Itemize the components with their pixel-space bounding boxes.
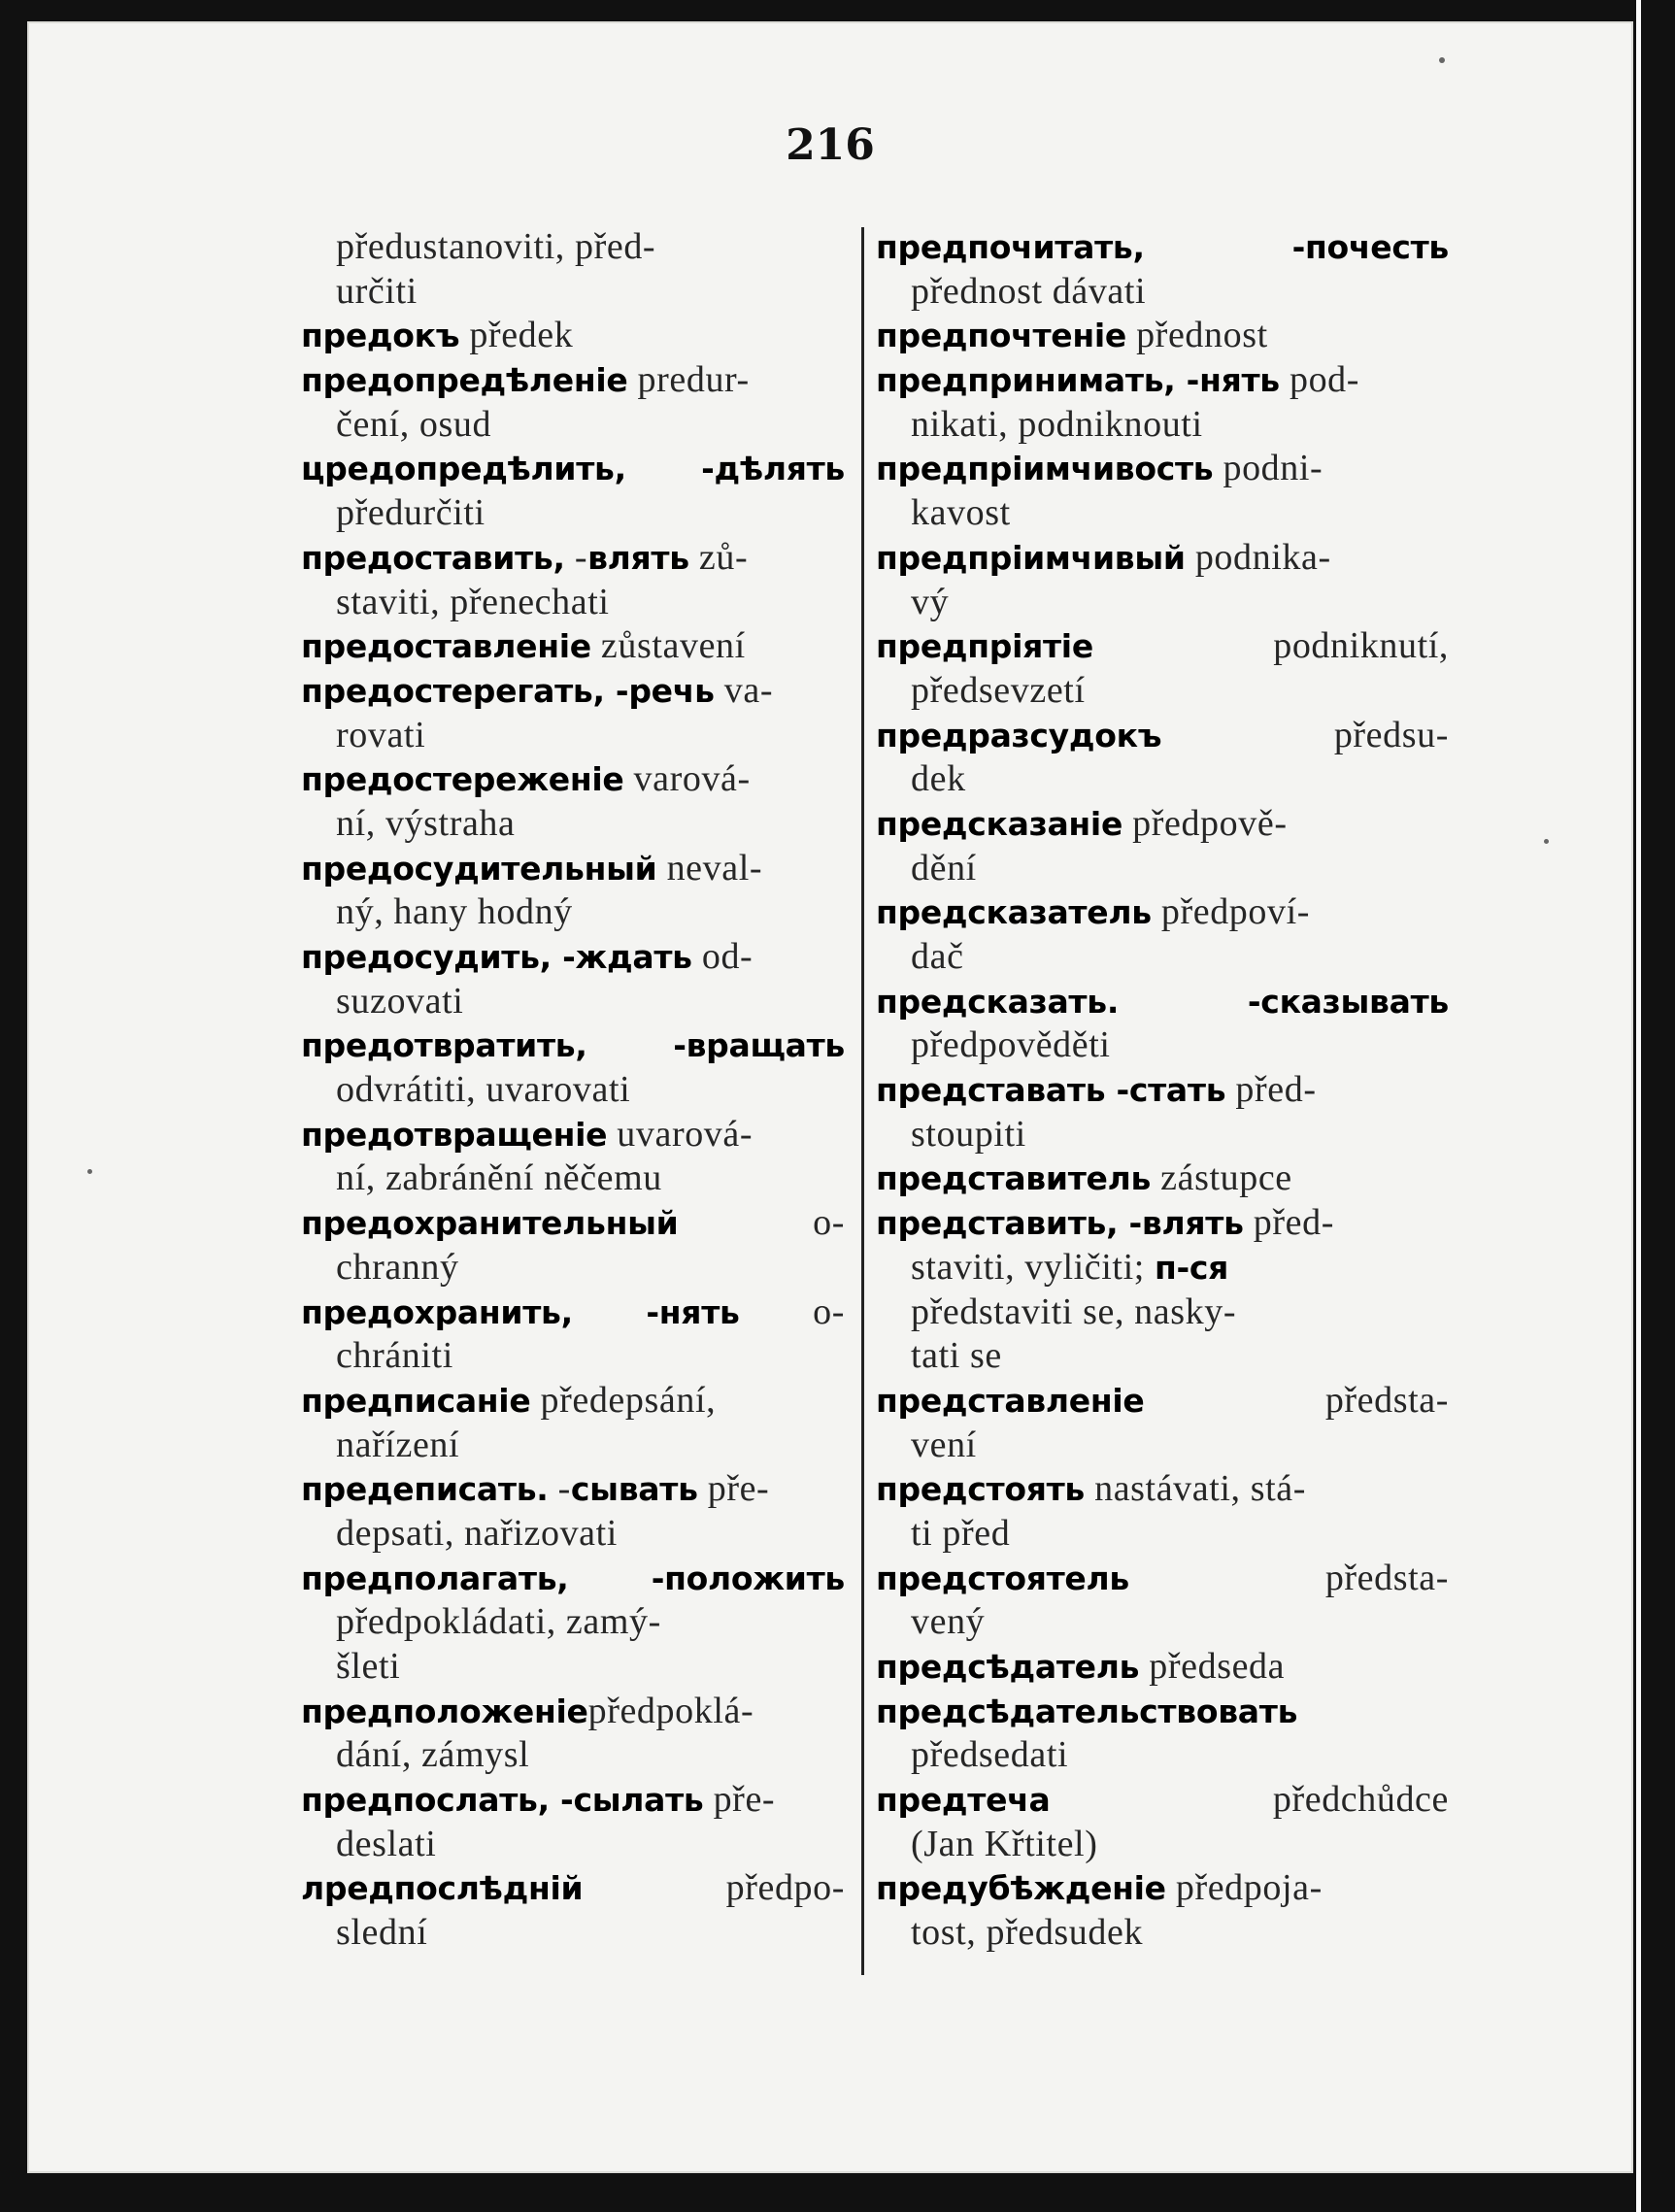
translation: o- [813, 1290, 845, 1332]
translation: pod- [1279, 359, 1360, 401]
headword: предпослать, -сылать [301, 1781, 704, 1820]
entry-line [301, 980, 845, 1024]
entry-line [301, 1334, 845, 1379]
entry-line [301, 1424, 845, 1468]
translation: staviti, vyličiti; [911, 1246, 1155, 1288]
headword: -вращать [673, 1026, 845, 1065]
translation: podni- [1213, 448, 1323, 489]
entry-line [876, 1911, 1449, 1956]
headword: предсѣдательствовать [876, 1692, 1298, 1730]
entry-line [876, 624, 1449, 669]
headword: предосудительный [301, 849, 657, 888]
headword: предсказатель [876, 893, 1152, 932]
translation: zástupce [1151, 1157, 1292, 1199]
entry-line [876, 314, 1449, 358]
entry-line [301, 1733, 845, 1778]
headword: -положить [651, 1558, 845, 1597]
headword: предпринимать, -нять [876, 361, 1280, 400]
entry-line [301, 225, 845, 270]
headword: предокъ [301, 317, 460, 355]
translation: vení [911, 1424, 977, 1465]
translation: pře- [697, 1468, 770, 1510]
entry-line [876, 1068, 1449, 1113]
entry-line [301, 1068, 845, 1113]
headword: представать -стать [876, 1071, 1226, 1110]
entry-line [301, 491, 845, 536]
entry-line [301, 1512, 845, 1557]
translation: předustanoviti, před- [336, 226, 656, 267]
translation: pře- [703, 1779, 776, 1821]
headword: предсказаніе [876, 804, 1123, 843]
translation: předpoklá- [587, 1690, 754, 1731]
entry-line [876, 1201, 1449, 1246]
entry-line [301, 890, 845, 935]
entry-line [876, 491, 1449, 536]
headword: предотвратить, [301, 1026, 587, 1065]
translation: šleti [336, 1646, 401, 1687]
headword: предпріимчивость [876, 450, 1214, 488]
translation: předek [459, 315, 574, 356]
entry-line [876, 536, 1449, 581]
translation: suzovati [336, 980, 464, 1022]
headword: сывать [570, 1470, 698, 1509]
entry-line [876, 1866, 1449, 1911]
translation: zůstavení [590, 625, 746, 667]
translation: zů- [688, 536, 749, 578]
translation: tati se [911, 1335, 1002, 1377]
translation: uvarová- [607, 1113, 754, 1155]
headword: предеписать. [301, 1470, 549, 1509]
headword: предполагать, [301, 1558, 569, 1597]
headword: предохранительный [301, 1204, 679, 1243]
entry-line [876, 1246, 1449, 1290]
entry-line [301, 847, 845, 891]
entry-line [301, 1023, 845, 1068]
entry-line [876, 1690, 1449, 1734]
entry-line [301, 1645, 845, 1690]
headword: предпріятіе [876, 627, 1093, 666]
translation: předseda [1139, 1646, 1286, 1687]
scan-speck [1544, 839, 1549, 844]
entry-line [876, 1823, 1449, 1867]
entry-line [876, 714, 1449, 758]
translation: slední [336, 1912, 428, 1954]
translation: podnika- [1185, 536, 1331, 578]
headword: предпочтеніе [876, 317, 1126, 355]
headword: представленіе [876, 1381, 1145, 1420]
scan-speck [1439, 57, 1445, 63]
translation: předurčiti [336, 492, 486, 534]
entry-line [301, 1201, 845, 1246]
dictionary-page [27, 21, 1633, 2173]
headword: предположеніе [301, 1692, 588, 1730]
translation: ní, zabránění něčemu [336, 1157, 662, 1199]
entry-line [876, 1467, 1449, 1512]
entry-line [301, 714, 845, 758]
entry-line [876, 757, 1449, 802]
headword: предстоять [876, 1470, 1085, 1509]
translation: předsevzetí [911, 669, 1086, 711]
headword: предотвращеніе [301, 1115, 608, 1154]
entry-line [301, 1823, 845, 1867]
translation: predur- [627, 359, 750, 401]
entry-line [301, 403, 845, 448]
translation: vý [911, 581, 950, 622]
entry-line [301, 1911, 845, 1956]
translation: - [564, 536, 588, 578]
headword: лредпослѣдній [301, 1869, 584, 1908]
headword: -дѣлять [701, 450, 845, 488]
translation: předsta- [1324, 1379, 1449, 1421]
translation: předpo- [725, 1867, 845, 1909]
entry-line [876, 1023, 1449, 1068]
translation: rovati [336, 714, 426, 755]
headword: влять [587, 538, 689, 577]
entry-line [876, 1645, 1449, 1690]
translation: stoupiti [911, 1113, 1026, 1155]
headword: -нять [646, 1292, 740, 1331]
entry-line [876, 1290, 1449, 1335]
translation: o- [813, 1202, 845, 1244]
translation: chrániti [336, 1335, 453, 1377]
translation: dač [911, 936, 964, 977]
entry-line [301, 1866, 845, 1911]
headword: предубѣжденіе [876, 1869, 1166, 1908]
translation: předpově- [1122, 802, 1288, 844]
entry-line [301, 1690, 845, 1734]
entry-line [301, 935, 845, 980]
entry-line [876, 935, 1449, 980]
entry-line [876, 1778, 1449, 1823]
entry-line [301, 802, 845, 847]
translation: chranný [336, 1246, 459, 1288]
translation: předpoja- [1165, 1867, 1323, 1909]
translation: - [548, 1468, 571, 1510]
entry-line [876, 581, 1449, 625]
translation: depsati, nařizovati [336, 1512, 618, 1554]
translation: ti před [911, 1512, 1011, 1554]
entry-line [301, 581, 845, 625]
entry-line [301, 624, 845, 669]
translation: představiti se, nasky- [911, 1290, 1237, 1332]
translation: předpověděti [911, 1024, 1111, 1066]
entry-line [301, 1156, 845, 1201]
translation: kavost [911, 492, 1011, 534]
entry-line [876, 980, 1449, 1024]
entry-line [876, 1113, 1449, 1157]
translation: dek [911, 758, 966, 800]
entry-line [876, 270, 1449, 315]
entry-line [876, 1379, 1449, 1424]
entry-line [876, 847, 1449, 891]
entry-line [876, 403, 1449, 448]
translation: předsta- [1324, 1557, 1449, 1598]
translation: ní, výstraha [336, 802, 516, 844]
headword: предопредѣленіе [301, 361, 628, 400]
translation: odvrátiti, uvarovati [336, 1069, 631, 1111]
translation: před- [1243, 1202, 1334, 1244]
entry-line [301, 1290, 845, 1335]
translation: (Jan Křtitel) [911, 1823, 1098, 1864]
translation: neval- [656, 847, 763, 888]
entry-line [876, 1334, 1449, 1379]
headword: предсказать. [876, 982, 1120, 1021]
headword: предпочитать, [876, 228, 1145, 266]
entry-line [876, 669, 1449, 714]
translation: ný, hany hodný [336, 891, 573, 933]
entry-line [301, 757, 845, 802]
translation: staviti, přenechati [336, 581, 610, 622]
headword: -сказывать [1247, 982, 1449, 1021]
entry-line [876, 1424, 1449, 1468]
entry-line [301, 1600, 845, 1645]
entry-line [301, 1557, 845, 1601]
translation: nikati, podniknouti [911, 403, 1203, 445]
translation: před- [1225, 1069, 1317, 1111]
headword: предстоятель [876, 1558, 1129, 1597]
headword: предписаніе [301, 1381, 531, 1420]
headword: предоставить, [301, 538, 565, 577]
headword: предтеча [876, 1781, 1051, 1820]
scan-edge-strip [1636, 0, 1641, 2212]
translation: předsu- [1333, 714, 1449, 755]
translation: určiti [336, 270, 418, 312]
translation: tost, předsudek [911, 1912, 1144, 1954]
entry-line [876, 1512, 1449, 1557]
entry-line [301, 669, 845, 714]
entry-line [876, 447, 1449, 491]
entry-line [876, 225, 1449, 270]
headword: -почесть [1291, 228, 1449, 266]
translation: předchůdce [1272, 1779, 1449, 1821]
translation: va- [714, 669, 774, 711]
translation: přednost [1125, 315, 1268, 356]
translation: předpokládati, zamý- [336, 1601, 661, 1643]
entry-line [876, 802, 1449, 847]
column-divider [861, 227, 864, 1975]
translation: podniknutí, [1273, 625, 1449, 667]
entry-line [301, 1467, 845, 1512]
translation: přednost dávati [911, 270, 1147, 312]
translation: dění [911, 847, 977, 888]
translation: předepsání, [530, 1379, 717, 1421]
headword: предразсудокъ [876, 716, 1162, 754]
entry-line [876, 1156, 1449, 1201]
translation: dání, zámysl [336, 1734, 530, 1776]
entry-line [301, 314, 845, 358]
right-column [876, 225, 1449, 1956]
headword: предохранить, [301, 1292, 573, 1331]
entry-line [301, 1113, 845, 1157]
entry-line [301, 358, 845, 403]
left-column [301, 225, 845, 1956]
entry-line [301, 1379, 845, 1424]
headword: предсѣдатель [876, 1648, 1140, 1686]
translation: nastávati, stá- [1085, 1468, 1307, 1510]
entry-line [876, 358, 1449, 403]
translation: vený [911, 1601, 986, 1643]
translation: předsedati [911, 1734, 1069, 1776]
headword: предостереженіе [301, 760, 624, 799]
translation: nařízení [336, 1424, 460, 1465]
entry-line [876, 890, 1449, 935]
headword: предосудить, -ждать [301, 938, 692, 976]
headword: предостерегать, -речь [301, 671, 715, 710]
translation: předpoví- [1151, 891, 1311, 933]
entry-line [876, 1600, 1449, 1645]
translation: čení, osud [336, 403, 492, 445]
scan-speck [87, 1169, 92, 1174]
page-number: 216 [786, 120, 875, 170]
entry-line [301, 1246, 845, 1290]
headword: предоставленіе [301, 627, 591, 666]
entry-line [876, 1557, 1449, 1601]
headword: представитель [876, 1159, 1152, 1198]
headword: представить, -влять [876, 1204, 1244, 1243]
translation: od- [691, 936, 754, 977]
headword: п-ся [1155, 1248, 1229, 1287]
entry-line [301, 447, 845, 491]
translation: deslati [336, 1823, 437, 1864]
entry-line [301, 270, 845, 315]
translation: varová- [623, 758, 751, 800]
entry-line [301, 536, 845, 581]
entry-line [876, 1733, 1449, 1778]
headword: предпріимчивый [876, 538, 1186, 577]
headword: цредопредѣлить, [301, 450, 626, 488]
entry-line [301, 1778, 845, 1823]
